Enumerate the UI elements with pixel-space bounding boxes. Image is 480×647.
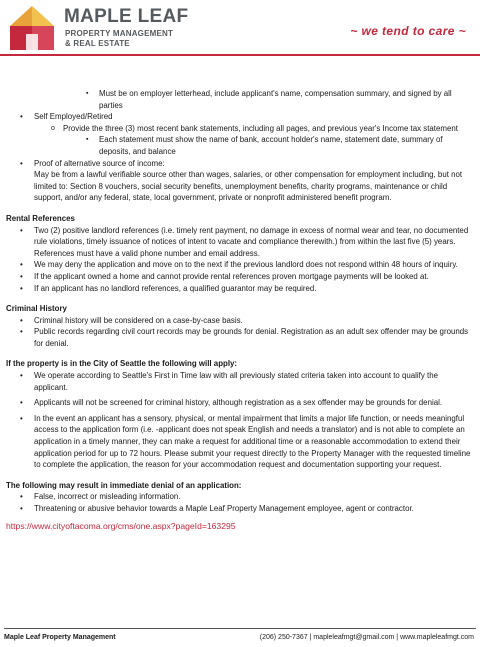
bullet-self-employed: • Self Employed/Retired [6, 111, 472, 123]
seattle-bullet-2: • Applicants will not be screened for criminal history, although registration as a sex offender may be grounds for denial. [6, 397, 472, 409]
seattle-bullet-3: • In the event an applicant has a sensory, physical, or mental impairment that limits a major life function, or needs meaningful access to the application form (i.e. -applicant does not speak English and needs a translator) and is not able to complete an application in a timely manner, they can make a request for additional time or a reasonable accommodation to extend their application period for up to 72 hours. Please submit your request directly to the Property Manager with the requested timeline to complete the application, the reason for your accommodation request and documentation supporting your request. [6, 413, 472, 471]
section-heading-criminal-history: Criminal History [6, 304, 67, 314]
criminal-bullet-1: • Criminal history will be considered on a case-by-case basis. [6, 315, 472, 327]
bullet-statement-details: ▪ Each statement must show the name of bank, account holder's name, statement date, summary of deposits, and balance [6, 134, 472, 157]
footer-divider [4, 628, 476, 629]
seattle-bullet-1: • We operate according to Seattle's First in Time law with all previously stated criteria taken into account to qualify the applicant. [6, 370, 472, 393]
section-heading-rental-references: Rental References [6, 213, 75, 223]
brand-subtitle-line-1: PROPERTY MANAGEMENT [65, 29, 174, 38]
footer-company-name: Maple Leaf Property Management [4, 634, 116, 641]
brand-name: MAPLE LEAF [64, 6, 189, 27]
alternative-income-text: May be from a lawful verifiable source other than wages, salaries, or other compensation for employment including, but not limited to: Section 8 vouchers, social security benefits, unemployment benefits, charity programs, maintenance or child support, and/or any federal, state, local government, private or nonprofit administered benefit program. [34, 170, 463, 203]
bullet-letterhead: ▪ Must be on employer letterhead, include applicant's name, compensation summary, and signed by all parties [6, 88, 472, 111]
maple-leaf-logo-icon [6, 4, 58, 52]
rental-bullet-4: • If an applicant has no landlord references, a qualified guarantor may be required. [6, 283, 472, 295]
denial-bullet-1: • False, incorrect or misleading information. [6, 491, 472, 503]
denial-bullet-2: • Threatening or abusive behavior towards a Maple Leaf Property Management employee, agent or contractor. [6, 503, 472, 515]
section-heading-immediate-denial: The following may result in immediate denial of an application: [6, 480, 242, 490]
footer-contact-info: (206) 250-7367 | mapleleafmgt@gmail.com | www.mapleleafmgt.com [259, 634, 474, 641]
section-heading-seattle: If the property is in the City of Seattle the following will apply: [6, 359, 238, 369]
letterhead-footer [0, 632, 480, 647]
rental-bullet-1: • Two (2) positive landlord references (i.e. timely rent payment, no damage in excess of normal wear and tear, no documented rule violations, timely issuance of notices of intent to vacate and compliance therewith.) from within the last five (5) years. References must have a valid phone number and email address. [6, 225, 472, 260]
header-divider [0, 54, 480, 56]
bullet-alternative-income: • Proof of alternative source of income: [6, 158, 472, 170]
brand-subtitle [65, 29, 173, 49]
rental-bullet-3: • If the applicant owned a home and cannot provide rental references proven mortgage payments will be looked at. [6, 271, 472, 283]
brand-subtitle-line-2: & REAL ESTATE [65, 39, 130, 48]
document-body [6, 88, 472, 532]
bullet-bank-statements: o Provide the three (3) most recent bank statements, including all pages, and previous year's Income tax statement [6, 123, 472, 135]
criminal-bullet-2: • Public records regarding civil court records may be grounds for denial. Registration as an adult sex offender may be grounds for denial. [6, 326, 472, 349]
reference-link[interactable]: https://www.cityoftacoma.org/cms/one.aspx?pageId=163295 [6, 520, 236, 531]
letterhead-header [0, 0, 480, 60]
rental-bullet-2: • We may deny the application and move on to the next if the previous landlord does not respond within 48 hours of inquiry. [6, 259, 472, 271]
tagline: ~ we tend to care ~ [350, 24, 466, 38]
